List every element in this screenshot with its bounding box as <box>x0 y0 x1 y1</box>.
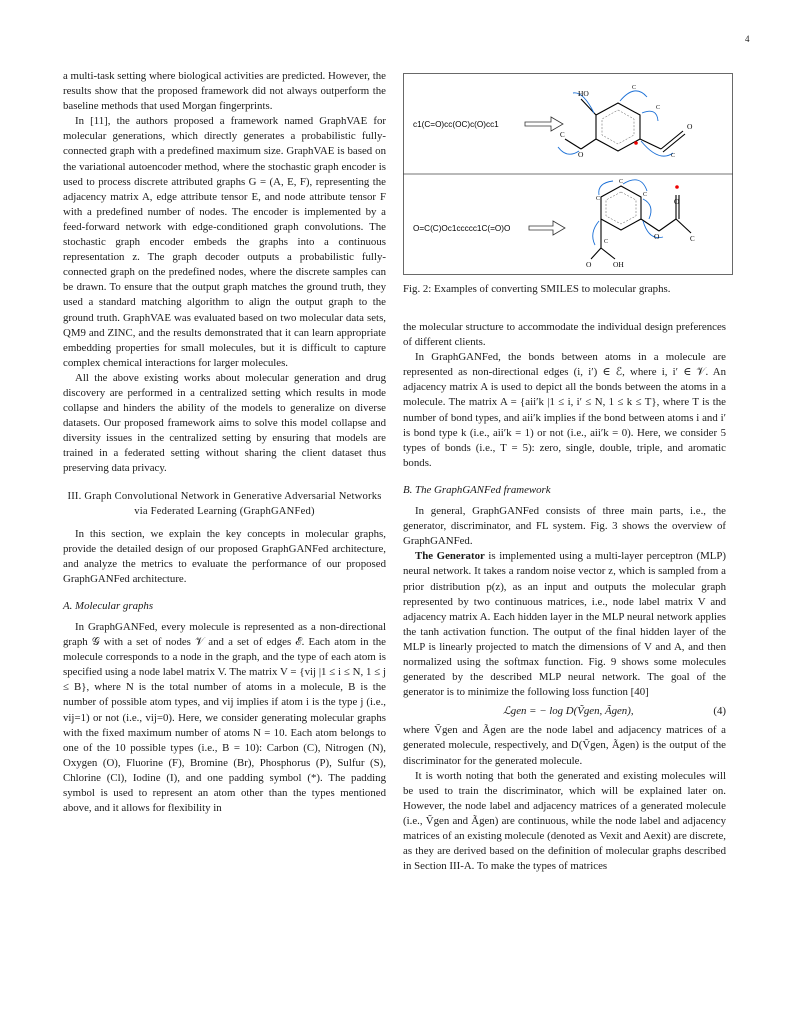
paragraph <box>403 549 726 700</box>
atom-label: C <box>632 85 637 91</box>
smiles-string-2: O=C(C)Oc1ccccc1C(=O)O <box>413 224 511 233</box>
paragraph: In general, GraphGANFed consists of three main parts, i.e., the generator, discriminator, and FL system. Fig. 3 shows the overview of GraphGANFed. <box>403 505 726 548</box>
paragraph: a multi-task setting where biological activities are predicted. However, the results show that the proposed framework did not always outperform the baseline methods that used Morgan fingerprints. <box>63 70 386 113</box>
equation-label: (4) <box>713 705 726 718</box>
paragraph: All the above existing works about molecular generation and drug discovery are performed in a centralized setting which results in mode collapse and hinders the ability of the models to generalize on diverse datasets. Our proposed framework aims to solve this model collapse and diversity issues in the centralized setting by ensuring that models are trained in a federated setting without sharing the client dataset thus preserving data privacy. <box>63 371 386 475</box>
atom-label: C <box>560 131 565 139</box>
atom-label: O <box>674 197 680 206</box>
equation <box>403 704 726 719</box>
paragraph: the molecular structure to accommodate the individual design preferences of different clients. <box>403 321 726 349</box>
generator-label: The Generator <box>415 550 485 563</box>
left-column <box>63 69 386 816</box>
atom-label: C <box>656 105 661 111</box>
smiles-string-1: c1(C=O)cc(OC)c(O)cc1 <box>413 120 499 129</box>
atom-label: O <box>578 150 584 159</box>
paragraph: It is worth noting that both the generated and existing molecules will be used to train the discriminator, which will be explained later on. However, the node label and adjacency matrices of a generated molecule (i.e., Ṽgen and Ãgen) are continuous, while the node label and adjacency matrices of an existing molecule (denoted as Vexit and Aexit) are discrete, as they are derived based on the definition of molecular graphs described in Section III-A. To make the types of matrices <box>403 769 726 873</box>
atom-label: C <box>619 179 624 185</box>
subsection-heading: A. Molecular graphs <box>63 599 154 612</box>
section-heading: III. Graph Convolutional Network in Generative Adversarial Networks via Federated Learning (GraphGANFed) <box>67 490 382 517</box>
paragraph: In GraphGANFed, every molecule is represented as a non-directional graph 𝒢 with a set of nodes 𝒱 and a set of edges ℰ. Each atom in the molecule corresponds to a node in the graph, and the type of each atom is specified using a node label matrix V. The matrix V = {vij |1 ≤ i ≤ N, 1 ≤ j ≤ B}, where N is the total number of atoms in a molecule, B is the number of possible atom types, and vij implies if atom i is the type j (i.e., vij=1) or not (i.e., vij=0). Here, we consider generating molecular graphs with the fixed maximum number of atoms N = 10. Each atom belongs to one of the 10 possible types (i.e., B = 10): Carbon (C), Nitrogen (N), Oxygen (O), Fluorine (F), Bromine (Br), Phosphorus (P), Sulfur (S), Chlorine (Cl), Iodine (I), and one padding symbol (*). The padding symbol is used to represent an atom other than the types mentioned above, and it allows for flexibility in <box>63 621 386 815</box>
atom-label: O <box>687 122 693 131</box>
equation-body: ℒgen = − log D(Ṽgen, Ãgen), <box>503 705 634 718</box>
atom-label: C <box>604 239 609 245</box>
page-number: 4 <box>745 34 750 44</box>
atom-label: O <box>654 232 660 241</box>
right-column <box>403 320 726 874</box>
atom-label: C <box>690 235 695 243</box>
subsection-heading: B. The GraphGANFed framework <box>403 483 551 496</box>
atom-label: C <box>596 196 601 202</box>
figure-smiles-to-graph <box>403 73 733 275</box>
paragraph-text: is implemented using a multi-layer perceptron (MLP) neural network. It takes a random noise vector z, which is sampled from a prior distribution p(z), as an input and outputs the molecular graph represented by two continuous matrices, i.e., node label matrix V and adjacency matrix A. Each hidden layer in the MLP neural network applies the tanh activation function. The output of the final hidden layer of the MLP is linearly projected to match the dimensions of V and A, and then normalized using the softmax function. Fig. 9 shows some molecules generated by the described MLP neural network. The goal of the generator is to minimize the following loss function [40] <box>403 550 726 699</box>
figure-caption: Fig. 2: Examples of converting SMILES to molecular graphs. <box>403 283 671 295</box>
atom-label: OH <box>613 260 624 269</box>
atom-label: C <box>671 153 676 159</box>
atom-label: C <box>643 192 648 198</box>
figure-canvas <box>403 73 733 275</box>
paragraph: In GraphGANFed, the bonds between atoms in a molecule are represented as non-directional edges (i, i′) ∈ ℰ, where i, i′ ∈ 𝒱. An adjacency matrix A is used to depict all the bonds between the atoms in a molecule. The matrix A = {aii′k |1 ≤ i, i′ ≤ N, 1 ≤ k ≤ T}, where T is the number of bond types, and aii′k implies if the bond between atoms i and i′ is bond type k (i.e., aii′k = 1) or not (i.e., aii′k = 0). Here, we consider 5 types of bonds (i.e., T = 5): zero, single, double, triple, and aromatic bonds. <box>403 351 726 469</box>
paragraph: In [11], the authors proposed a framework named GraphVAE for molecular generations, which directly generates a probabilistic fully-connected graph with a predefined maximum size. GraphVAE is based on the variational autoencoder method, where the stochastic graph encoder is used to process discrete attributed graphs G = (A, E, F), representing the adjacency matrix A, edge attribute tensor E, and node attribute tensor F with a predefined number of nodes. The encoder is implemented by a feed-forward network with edge-conditioned graph convolutions. The stochastic graph encoder embeds the graphs into a continuous representation z. The graph decoder outputs a probabilistic fully-connected graph on the predefined nodes, where the discrete samples can be drawn. To ensure that the output graph matches the ground truth, they used a standard matching algorithm to align the output graph to the ground truth. GraphVAE was evaluated based on two molecular data sets, QM9 and ZINC, and the results demonstrated that it can learn appropriate embedding properties for small molecules, but it is difficult to capture complex chemical interactions for larger molecules. <box>63 115 386 369</box>
paragraph: In this section, we explain the key concepts in molecular graphs, provide the detailed design of our proposed GraphGANFed architecture, and analyze the metrics to evaluate the performance of our proposed GraphGANFed architecture. <box>63 527 386 585</box>
atom-label: HO <box>578 89 589 98</box>
paragraph: where Ṽgen and Ãgen are the node label and adjacency matrices of a generated molecule, respectively, and D(Ṽgen, Ãgen) is the output of the discriminator for the generated molecule. <box>403 724 726 767</box>
atom-label: O <box>586 260 592 269</box>
